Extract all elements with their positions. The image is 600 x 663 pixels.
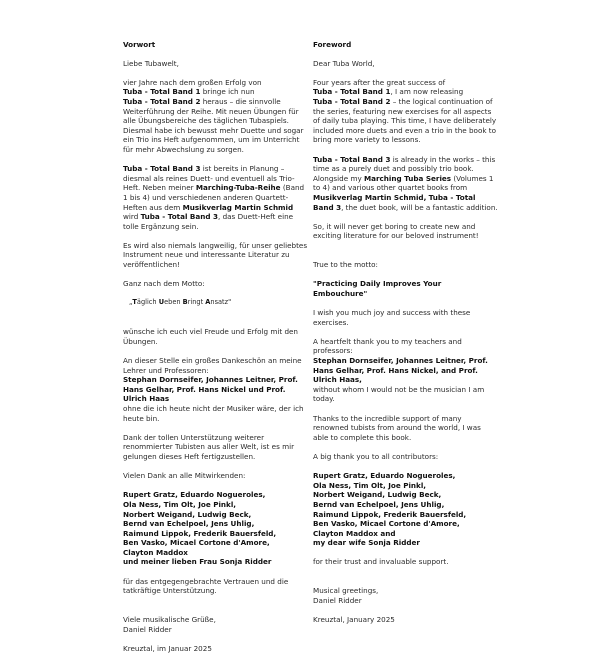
german-motto — [123, 298, 308, 308]
motto-word: eben — [164, 298, 183, 307]
publisher-name: Musikverlag Martin Schmid — [182, 202, 294, 212]
motto-initial: U — [158, 298, 165, 307]
motto-text: "Practicing Daily Improves Your Embouchure" — [313, 279, 442, 298]
german-paragraph-8: für das entgegengebrachte Vertrauen und die tatkräftige Unterstützung. — [123, 576, 289, 596]
book-title: Tuba - Total Band 3 — [313, 154, 391, 164]
quote-close: " — [228, 298, 232, 307]
german-heading: Vorwort — [123, 40, 156, 49]
english-closing — [313, 586, 498, 605]
german-p1-text: bringe ich nun — [200, 87, 255, 97]
german-closing — [123, 615, 308, 634]
contributor-line: Raimund Lippok, Frederik Bauersfeld, — [313, 509, 467, 519]
english-p2-text: , the duet book, will be a fantastic addition. — [341, 202, 498, 212]
german-thanks-outro: ohne die ich heute nicht der Musiker wäre, der ich heute bin. — [123, 403, 304, 423]
german-foreword-column — [123, 40, 308, 663]
contributor-line: Ben Vasko, Micael Cortone d'Amore, — [123, 538, 270, 548]
german-contributors — [123, 490, 308, 567]
english-p1-text: – the logical continuation of the series, featuring new exercises for all aspects of daily tuba playing. This time, I have deliberately included more duets and even a trio in the book to bring more variety to lessons. — [313, 96, 497, 145]
english-paragraph-1 — [313, 78, 498, 145]
english-contributors — [313, 471, 498, 548]
closing-text: Musical greetings, — [313, 586, 379, 596]
contributor-line: Norbert Weigand, Ludwig Beck, — [313, 490, 442, 500]
english-paragraph-5 — [313, 337, 498, 404]
signature: Daniel Ridder — [123, 624, 172, 634]
contributor-line: Clayton Maddox and — [313, 528, 396, 538]
book-title: Tuba - Total Band 3 — [140, 212, 219, 222]
english-thanks-intro: A heartfelt thank you to my teachers and professors: — [313, 336, 462, 356]
english-paragraph-4: I wish you much joy and success with these exercises. — [313, 308, 471, 327]
teacher-names: Stephan Dornseifer, Johannes Leitner, Prof. Hans Gelhar, Prof. Hans Nickel, and Prof. Ulrich Haas, — [313, 356, 488, 385]
english-p2-text: is already in the works – this time as a purely duet and possibly trio book. Alongside my — [313, 154, 496, 183]
book-title: Tuba - Total Band 1 — [123, 87, 201, 97]
series-title: Marching-Tuba-Reihe — [195, 183, 281, 193]
german-paragraph-7: Vielen Dank an alle Mitwirkenden: — [123, 471, 246, 481]
german-p2-text: (Band 1 bis 4) und verschiedenen anderen Quartett-Heften aus dem — [123, 183, 305, 212]
german-place-date: Kreuztal, im Januar 2025 — [123, 643, 212, 653]
english-paragraph-8: for their trust and invaluable support. — [313, 557, 449, 567]
motto-word: ringt — [187, 298, 206, 307]
german-p1-text: heraus – die sinnvolle Weiterführung der Reihe. Mit neuen Übungen für alle Übungsbereiche des täglichen Tubaspiels. Diesmal habe ich bewusst mehr Duette und sogar ein Trio ins Heft aufgenommen, um im Unterricht für mehr Abwechslung zu sorgen. — [123, 96, 304, 154]
german-motto-intro: Ganz nach dem Motto: — [123, 279, 205, 289]
german-paragraph-5 — [123, 356, 308, 423]
english-p2-text: (Volumes 1 to 4) and various other quartet books from — [313, 173, 494, 193]
english-paragraph-2 — [313, 155, 498, 213]
german-paragraph-3: Es wird also niemals langweilig, für unser geliebtes Instrument neue und interessante Literatur zu veröffentlichen! — [123, 240, 308, 270]
contributor-line: Ola Ness, Tim Olt, Joe Pinkl, — [123, 499, 237, 509]
motto-initial: T — [132, 298, 137, 307]
german-p2-text: ist bereits in Planung – diesmal als reines Duett- und eventuell als Trio-Heft. Neben meiner — [123, 164, 295, 193]
book-title: Tuba - Total Band 1 — [313, 87, 391, 97]
contributor-line: my dear wife Sonja Ridder — [313, 538, 420, 548]
contributor-line: Rupert Gratz, Eduardo Nogueroles, — [123, 490, 266, 500]
publisher-name: Musikverlag Martin Schmid, — [313, 192, 427, 202]
contributor-line: Ola Ness, Tim Olt, Joe Pinkl, — [313, 480, 427, 490]
motto-word: äglich — [136, 298, 159, 307]
english-motto — [313, 279, 498, 298]
english-p1-text: , I am now releasing — [390, 87, 464, 97]
german-p2-text: wird — [123, 212, 141, 222]
contributor-line: Raimund Lippok, Frederik Bauersfeld, — [123, 528, 277, 538]
contributor-line: Clayton Maddox — [123, 547, 188, 557]
teacher-names: Stephan Dornseifer, Johannes Leitner, Prof. Hans Gelhar, Prof. Hans Nickel und Prof. Ulrich Haas — [123, 375, 298, 404]
motto-initial: B — [182, 298, 188, 307]
motto-initial: A — [205, 298, 211, 307]
english-motto-intro: True to the motto: — [313, 260, 378, 270]
english-thanks-outro: without whom I would not be the musician I am today. — [313, 384, 485, 404]
book-title: Tuba - Total Band 2 — [123, 96, 201, 106]
english-foreword-column — [313, 40, 498, 634]
german-paragraph-6: Dank der tollen Unterstützung weiterer renommierter Tubisten aus aller Welt, ist es mir gelungen dieses Heft fertigzustellen. — [123, 432, 295, 461]
signature: Daniel Ridder — [313, 595, 362, 605]
german-p1-intro: vier Jahre nach dem großen Erfolg von — [123, 77, 262, 87]
german-salutation: Liebe Tubawelt, — [123, 58, 179, 68]
quote-open: „ — [129, 298, 133, 307]
english-paragraph-7: A big thank you to all contributors: — [313, 451, 439, 461]
english-place-date: Kreuztal, January 2025 — [313, 615, 395, 625]
german-thanks-intro: An dieser Stelle ein großes Dankeschön an meine Lehrer und Professoren: — [123, 356, 302, 375]
contributor-line: Ben Vasko, Micael Cortone d'Amore, — [313, 519, 460, 529]
english-paragraph-6: Thanks to the incredible support of many renowned tubists from around the world, I was able to complete this book. — [313, 413, 481, 442]
german-paragraph-4: wünsche ich euch viel Freude und Erfolg mit den Übungen. — [123, 327, 298, 346]
german-p2-text: , das Duett-Heft eine tolle Ergänzung sein. — [123, 212, 294, 231]
german-paragraph-2 — [123, 164, 308, 231]
english-paragraph-3: So, it will never get boring to create new and exciting literature for our beloved instrument! — [313, 221, 479, 241]
book-title: Tuba - Total Band 3 — [123, 164, 201, 174]
closing-text: Viele musikalische Grüße, — [123, 615, 216, 625]
english-salutation: Dear Tuba World, — [313, 58, 375, 68]
english-p1-intro: Four years after the great success of — [313, 77, 446, 87]
english-heading: Foreword — [313, 40, 352, 49]
series-title: Marching Tuba Series — [363, 173, 452, 183]
book-title: Tuba - Total Band 2 — [313, 96, 391, 106]
contributor-line: Bernd van Echelpoel, Jens Uhlig, — [313, 499, 445, 509]
contributor-line: und meiner lieben Frau Sonja Ridder — [123, 557, 272, 567]
contributor-line: Bernd van Echelpoel, Jens Uhlig, — [123, 519, 255, 529]
contributor-line: Norbert Weigand, Ludwig Beck, — [123, 509, 252, 519]
german-paragraph-1 — [123, 78, 308, 155]
book-title: Tuba - Total Band 3 — [313, 192, 476, 212]
motto-word: nsatz — [210, 298, 229, 307]
contributor-line: Rupert Gratz, Eduardo Nogueroles, — [313, 471, 456, 481]
